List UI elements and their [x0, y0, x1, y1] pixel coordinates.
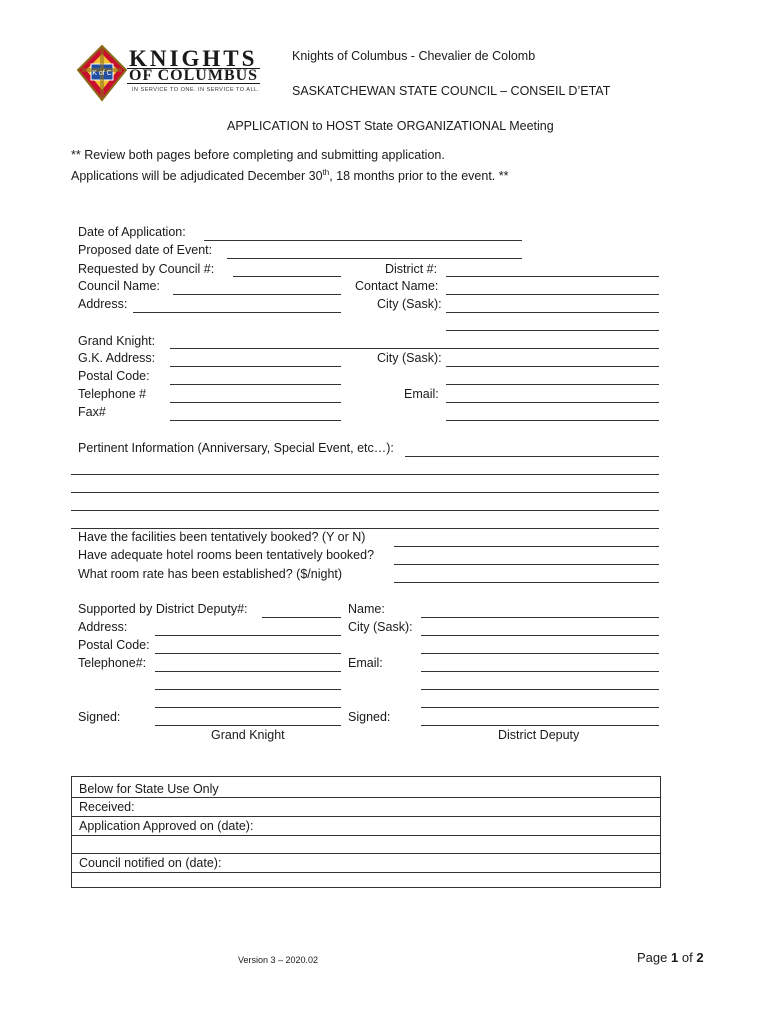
state-use-table: [71, 776, 661, 888]
council-name-heading: SASKATCHEWAN STATE COUNCIL – CONSEIL D’ETAT: [292, 84, 611, 98]
dd-address-label: Address:: [78, 620, 128, 634]
table-row[interactable]: [72, 836, 660, 854]
proposed-date-field[interactable]: [227, 258, 522, 259]
signed-district-deputy-label: Signed:: [348, 710, 391, 724]
pertinent-info-line[interactable]: [71, 474, 659, 475]
grand-knight-caption: Grand Knight: [211, 728, 285, 742]
gk-telephone-label: Telephone #: [78, 387, 147, 401]
gk-fax-label: Fax#: [78, 405, 106, 419]
table-row[interactable]: [72, 854, 660, 873]
dd-extra-field[interactable]: [155, 707, 341, 708]
gk-city-field[interactable]: [446, 366, 659, 367]
gk-fax-field[interactable]: [170, 420, 341, 421]
district-deputy-caption: District Deputy: [498, 728, 580, 742]
council-notified-label: Council notified on (date):: [79, 856, 222, 870]
gk-address-field[interactable]: [170, 366, 341, 367]
city-label: City (Sask):: [377, 297, 442, 311]
room-rate-question: What room rate has been established? ($/night): [78, 567, 343, 581]
pertinent-info-line[interactable]: [71, 492, 659, 493]
room-rate-field[interactable]: [394, 582, 659, 583]
dd-email-field[interactable]: [421, 671, 659, 672]
pertinent-info-line[interactable]: [71, 510, 659, 511]
district-deputy-field[interactable]: [262, 617, 341, 618]
logo-word-knights: KNIGHTS: [129, 46, 258, 71]
dd-extra-field[interactable]: [155, 689, 341, 690]
date-of-application-field[interactable]: [204, 240, 522, 241]
date-of-application-label: Date of Application:: [78, 225, 186, 239]
note-review: ** Review both pages before completing and submitting application.: [71, 148, 445, 162]
proposed-date-label: Proposed date of Event:: [78, 243, 213, 257]
council-name-label: Council Name:: [78, 279, 160, 293]
dd-telephone-label: Telephone#:: [78, 656, 147, 670]
table-row: [72, 777, 660, 798]
dd-city-label: City (Sask):: [348, 620, 413, 634]
received-label: Received:: [79, 800, 135, 814]
gk-postal-code-field[interactable]: [170, 384, 341, 385]
signature-grand-knight-field[interactable]: [155, 725, 341, 726]
contact-name-field[interactable]: [446, 294, 659, 295]
state-use-header: Below for State Use Only: [79, 782, 219, 796]
gk-address-label: G.K. Address:: [78, 351, 156, 365]
dd-name-label: Name:: [348, 602, 385, 616]
district-label: District #:: [385, 262, 438, 276]
table-row[interactable]: [72, 817, 660, 836]
city-field[interactable]: [446, 312, 659, 313]
dd-telephone-field[interactable]: [155, 671, 341, 672]
signature-district-deputy-field[interactable]: [421, 725, 659, 726]
dd-postal-code-field[interactable]: [155, 653, 341, 654]
gk-telephone-field[interactable]: [170, 402, 341, 403]
gk-postal-code-label: Postal Code:: [78, 369, 150, 383]
table-row[interactable]: [72, 798, 660, 817]
org-name: Knights of Columbus - Chevalier de Colomb: [292, 49, 536, 63]
logo-word-of-columbus: OF COLUMBUS: [129, 67, 259, 84]
dd-city-field-extra[interactable]: [421, 653, 659, 654]
district-field[interactable]: [446, 276, 659, 277]
address-label: Address:: [78, 297, 128, 311]
facilities-booked-question: Have the facilities been tentatively booked? (Y or N): [78, 530, 366, 544]
signed-grand-knight-label: Signed:: [78, 710, 121, 724]
dd-extra-field[interactable]: [421, 707, 659, 708]
district-deputy-label: Supported by District Deputy#:: [78, 602, 248, 616]
dd-postal-code-label: Postal Code:: [78, 638, 150, 652]
knights-of-columbus-logo: [76, 44, 266, 102]
facilities-booked-field[interactable]: [394, 546, 659, 547]
version-label: Version 3 – 2020.02: [238, 955, 319, 965]
dd-extra-field[interactable]: [421, 689, 659, 690]
gk-email-field-extra[interactable]: [446, 420, 659, 421]
dd-address-field[interactable]: [155, 635, 341, 636]
logo-motto: IN SERVICE TO ONE. IN SERVICE TO ALL.: [132, 87, 260, 93]
dd-city-field[interactable]: [421, 635, 659, 636]
hotel-rooms-question: Have adequate hotel rooms been tentatively booked?: [78, 548, 375, 562]
pertinent-info-label: Pertinent Information (Anniversary, Special Event, etc…):: [78, 441, 394, 455]
gk-city-label: City (Sask):: [377, 351, 442, 365]
dd-email-label: Email:: [348, 656, 383, 670]
hotel-rooms-field[interactable]: [394, 564, 659, 565]
page-title: APPLICATION to HOST State ORGANIZATIONAL Meeting: [227, 119, 554, 133]
page-number: Page 1 of 2: [637, 950, 704, 965]
grand-knight-field[interactable]: [170, 348, 659, 349]
pertinent-info-field[interactable]: [405, 456, 659, 457]
emblem-icon: [76, 44, 128, 102]
svg-text:K of C: K of C: [92, 70, 112, 77]
approved-date-label: Application Approved on (date):: [79, 819, 254, 833]
requested-by-council-field[interactable]: [233, 276, 341, 277]
city-field-extra[interactable]: [446, 330, 659, 331]
grand-knight-label: Grand Knight:: [78, 334, 156, 348]
address-field[interactable]: [133, 312, 341, 313]
gk-email-field[interactable]: [446, 402, 659, 403]
contact-name-label: Contact Name:: [355, 279, 439, 293]
dd-name-field[interactable]: [421, 617, 659, 618]
council-name-field[interactable]: [173, 294, 341, 295]
gk-email-label: Email:: [404, 387, 439, 401]
gk-city-field-extra[interactable]: [446, 384, 659, 385]
pertinent-info-line[interactable]: [71, 528, 659, 529]
note-adjudication: Applications will be adjudicated December 30th, 18 months prior to the event. **: [71, 168, 509, 184]
requested-by-council-label: Requested by Council #:: [78, 262, 215, 276]
